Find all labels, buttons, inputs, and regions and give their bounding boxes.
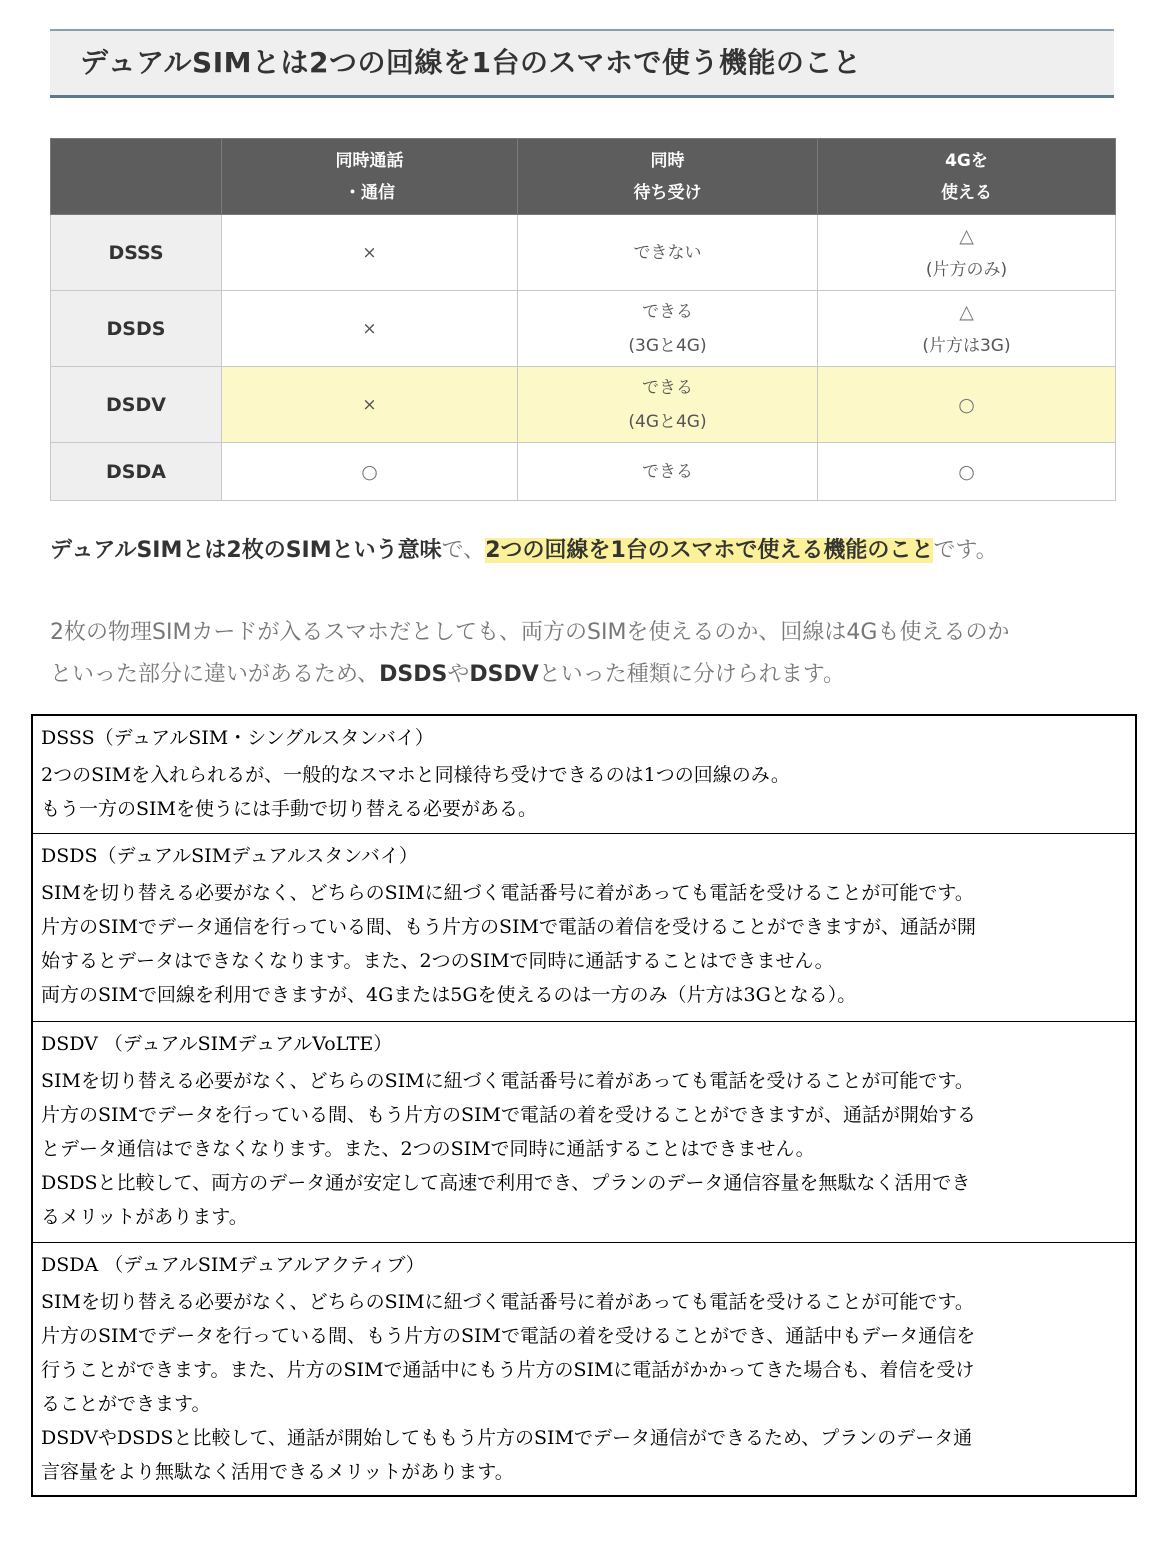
definition-dsdv <box>33 1022 1135 1243</box>
definition-title: DSDV （デュアルSIMデュアルVoLTE） <box>41 1033 393 1055</box>
intro-lead: デュアルSIMとは2枚のSIMという意味 <box>50 538 442 563</box>
table-cell: △ (片方は3G) <box>818 291 1116 367</box>
section-heading <box>50 29 1114 98</box>
description-line: といった部分に違いがあるため、DSDSやDSDVといった種類に分けられます。 <box>50 662 846 687</box>
definition-title: DSDS（デュアルSIMデュアルスタンバイ） <box>41 845 418 867</box>
table-header-cell: 同時通話 ・通信 <box>222 139 518 215</box>
intro-tail: です。 <box>933 538 998 563</box>
section-heading-text: デュアルSIMとは2つの回線を1台のスマホで使う機能のこと <box>80 46 862 79</box>
table-cell: ○ <box>222 443 518 501</box>
table-cell: ○ <box>818 443 1116 501</box>
definition-dsds <box>33 834 1135 1022</box>
table-cell: × <box>222 367 518 443</box>
intro-paragraph <box>50 533 1150 564</box>
definition-body: SIMを切り替える必要がなく、どちらのSIMに紐づく電話番号に着があっても電話を受けることが可能です。 片方のSIMでデータ通信を行っている間、もう片方のSIMで電話の着信を受けることができますが、通話が開 始するとデータはできなくなります。また、2つのSIMで同時に通話することはできません。 両方のSIMで回線を利用できますが、4Gまたは5Gを使えるのは一方のみ（片方は3Gとなる）。 <box>41 882 976 1006</box>
description-paragraph <box>50 612 1140 696</box>
table-header-cell: 同時 待ち受け <box>518 139 818 215</box>
definition-body: 2つのSIMを入れられるが、一般的なスマホと同様待ち受けできるのは1つの回線のみ。 もう一方のSIMを使うには手動で切り替える必要がある。 <box>41 764 790 820</box>
intro-mid: で、 <box>441 538 486 563</box>
table-cell: △ (片方のみ) <box>818 215 1116 291</box>
row-label: DSDV <box>51 367 222 443</box>
table-header-cell: 4Gを 使える <box>818 139 1116 215</box>
table-row <box>51 443 1116 501</box>
row-label: DSDS <box>51 291 222 367</box>
intro-highlight: 2つの回線を1台のスマホで使える機能のこと <box>485 538 934 563</box>
table-header-row <box>51 139 1116 215</box>
table-row-highlighted <box>51 367 1116 443</box>
table-cell: できない <box>518 215 818 291</box>
table-cell: × <box>222 215 518 291</box>
comparison-table <box>50 138 1116 501</box>
row-label: DSSS <box>51 215 222 291</box>
table-header-corner <box>51 139 222 215</box>
definition-dsss <box>33 716 1135 834</box>
table-row <box>51 215 1116 291</box>
table-cell: できる (3Gと4G) <box>518 291 818 367</box>
table-row <box>51 291 1116 367</box>
table-cell: × <box>222 291 518 367</box>
description-line: 2枚の物理SIMカードが入るスマホだとしても、両方のSIMを使えるのか、回線は4Gも使えるのか <box>50 620 1010 645</box>
definition-title: DSDA （デュアルSIMデュアルアクティブ） <box>41 1254 425 1276</box>
definition-body: SIMを切り替える必要がなく、どちらのSIMに紐づく電話番号に着があっても電話を受けることが可能です。 片方のSIMでデータを行っている間、もう片方のSIMで電話の着を受けることができ、通話中もデータ通信を 行うことができます。また、片方のSIMで通話中にもう片方のSIMに電話がかかってきた場合も、着信を受け ることができます。 DSDVやDSDSと比較して、通話が開始してももう片方のSIMでデータ通信ができるため、プランのデータ通 言容量をより無駄なく活用できるメリットがあります。 <box>41 1291 976 1483</box>
table-cell: できる (4Gと4G) <box>518 367 818 443</box>
row-label: DSDA <box>51 443 222 501</box>
definition-dsda <box>33 1243 1135 1495</box>
definitions-box <box>31 714 1137 1497</box>
definition-body: SIMを切り替える必要がなく、どちらのSIMに紐づく電話番号に着があっても電話を受けることが可能です。 片方のSIMでデータを行っている間、もう片方のSIMで電話の着を受けることができますが、通話が開始する とデータ通信はできなくなります。また、2つのSIMで同時に通話することはできません。 DSDSと比較して、両方のデータ通が安定して高速で利用でき、プランのデータ通信容量を無駄なく活用でき るメリットがあります。 <box>41 1070 976 1228</box>
definition-title: DSSS（デュアルSIM・シングルスタンバイ） <box>41 727 434 749</box>
table-cell: できる <box>518 443 818 501</box>
table-cell: ○ <box>818 367 1116 443</box>
